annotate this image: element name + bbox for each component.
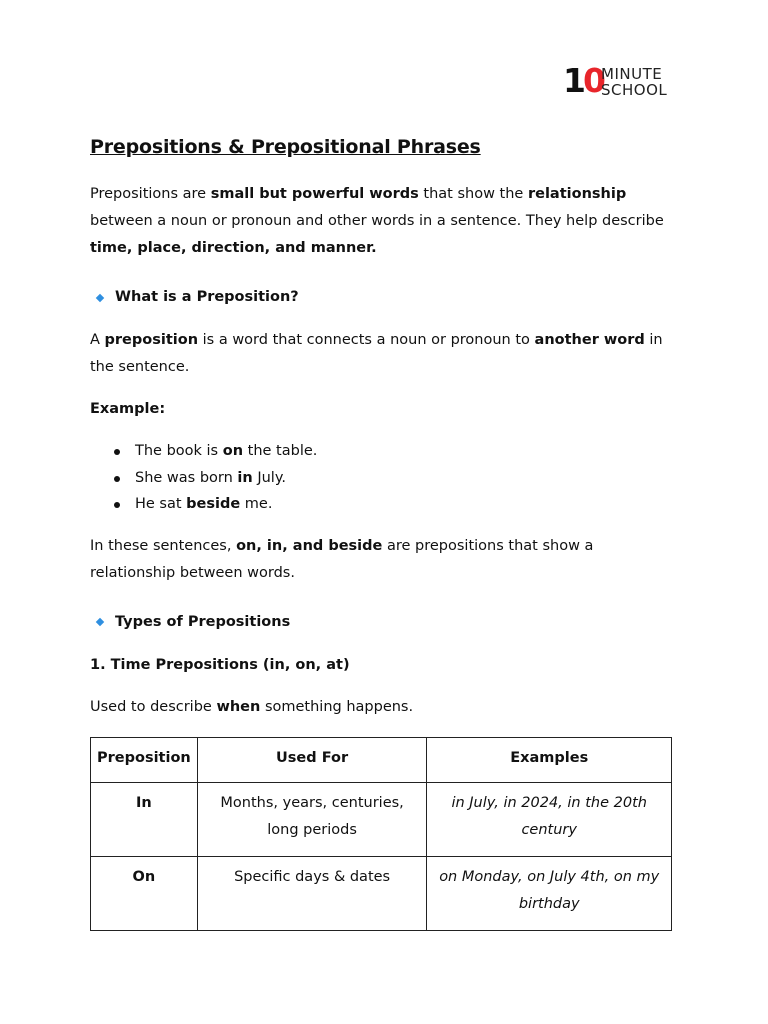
example-bold: in: [237, 469, 253, 486]
subsection-heading-time: 1. Time Prepositions (in, on, at): [90, 656, 350, 673]
table-cell-used-for: Specific days & dates: [197, 856, 427, 930]
usage-bold-1: when: [216, 698, 261, 715]
document-body: [90, 132, 680, 931]
intro-text-3: between a noun or pronoun and other words in a sentence. They help describe: [90, 213, 664, 229]
table-cell-examples: on Monday, on July 4th, on my birthday: [427, 856, 672, 930]
brand-logo: [563, 61, 677, 102]
intro-paragraph: [90, 181, 680, 262]
def-bold-1: preposition: [104, 332, 199, 348]
def-text-2: is a word that connects a noun or pronoun to: [198, 332, 535, 348]
bullet-icon: [114, 502, 120, 508]
logo-number-one: 1: [563, 61, 583, 100]
table-header-row: [91, 737, 672, 782]
logo-number-zero: 0: [582, 61, 603, 100]
def-text-3: in the sentence.: [90, 332, 663, 375]
example-text: me.: [240, 496, 273, 512]
logo-word-bottom: SCHOOL: [601, 81, 668, 99]
list-item: [90, 491, 680, 518]
example-label: Example:: [90, 401, 166, 417]
section-heading-what-is: [90, 284, 680, 311]
table-row: [91, 856, 672, 930]
table-cell-preposition: On: [91, 856, 198, 930]
table-cell-examples: in July, in 2024, in the 20th century: [427, 782, 672, 856]
example-bold: on: [222, 443, 244, 459]
example-text: the table.: [243, 443, 318, 459]
section-heading-label: Types of Prepositions: [115, 613, 291, 630]
column-header: Preposition: [91, 737, 198, 782]
table-cell-used-for: Months, years, centuries, long periods: [197, 782, 427, 856]
list-item: [90, 465, 680, 492]
example-list: [90, 438, 680, 518]
def-bold-2: another word: [534, 332, 645, 348]
definition-paragraph: [90, 327, 680, 381]
intro-bold-1: small but powerful words: [210, 186, 419, 202]
logo-number: [563, 61, 603, 100]
logo-word-top: MINUTE: [601, 65, 663, 83]
column-header: Used For: [197, 737, 427, 782]
explanation-bold-1: on, in, and beside: [236, 537, 383, 554]
list-item: [90, 438, 680, 465]
usage-text-1: Used to describe: [90, 698, 217, 715]
table-row: [91, 782, 672, 856]
explanation-text-2: are prepositions that show a relationship between words.: [90, 537, 594, 581]
def-text-1: A: [90, 332, 105, 348]
time-prepositions-table: [90, 737, 672, 931]
explanation-text-1: In these sentences,: [90, 537, 237, 554]
example-text: She was born: [135, 469, 238, 486]
example-text: He sat: [135, 496, 187, 512]
example-text: July.: [252, 469, 286, 486]
intro-bold-2: relationship: [527, 186, 627, 202]
intro-bold-3: time, place, direction, and manner.: [90, 240, 377, 256]
intro-text-2: that show the: [418, 186, 528, 202]
logo-words: [601, 66, 667, 98]
diamond-bullet-icon: [96, 618, 104, 626]
usage-text-2: something happens.: [260, 698, 414, 715]
time-usage-paragraph: [90, 694, 680, 721]
intro-text-1: Prepositions are: [90, 186, 211, 202]
table-cell-preposition: In: [91, 782, 198, 856]
bullet-icon: [114, 449, 120, 455]
page-title: Prepositions & Prepositional Phrases: [90, 136, 481, 158]
example-bold: beside: [186, 496, 241, 512]
section-heading-types: [90, 609, 680, 636]
example-text: The book is: [135, 443, 223, 459]
bullet-icon: [114, 476, 120, 482]
example-explanation: [90, 533, 680, 587]
column-header: Examples: [427, 737, 672, 782]
section-heading-label: What is a Preposition?: [115, 289, 299, 305]
diamond-bullet-icon: [96, 293, 104, 301]
